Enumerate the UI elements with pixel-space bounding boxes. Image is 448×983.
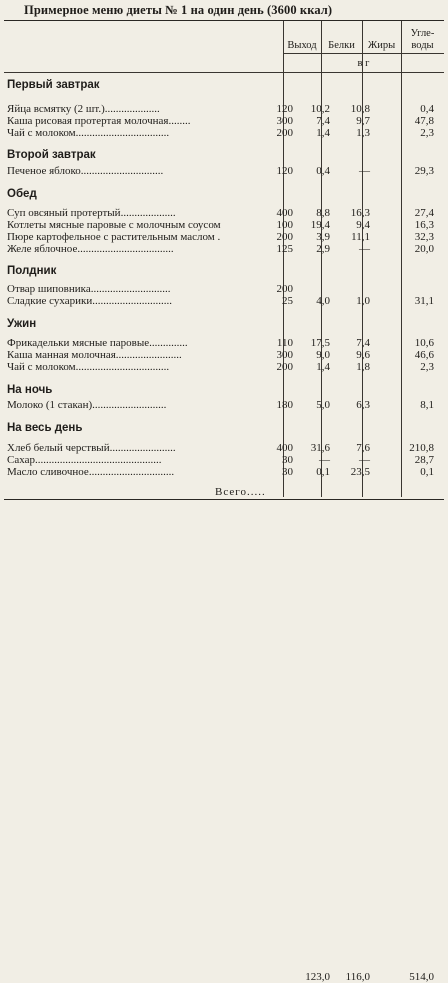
menu-row bbox=[0, 220, 448, 231]
dish-name: Чай с молоком.................................. bbox=[7, 361, 170, 373]
column-header-fat: Жиры bbox=[367, 40, 396, 51]
leader-dots: .................... bbox=[120, 207, 176, 219]
protein-value: 0,4 bbox=[316, 165, 330, 177]
yield-value: 400 bbox=[276, 442, 293, 454]
total-label: Всего..... bbox=[215, 486, 266, 498]
yield-value: 200 bbox=[276, 127, 293, 139]
total-fat: 116,0 bbox=[345, 971, 370, 983]
yield-value: 200 bbox=[276, 283, 293, 295]
menu-row bbox=[0, 455, 448, 466]
leader-dots: ........................ bbox=[109, 442, 176, 454]
carbs-value: 16,3 bbox=[414, 219, 434, 231]
fat-value: 1,0 bbox=[356, 295, 370, 307]
menu-row bbox=[0, 362, 448, 373]
column-header-carbs: Угле- воды bbox=[410, 28, 435, 51]
yield-value: 400 bbox=[276, 207, 293, 219]
carbs-value: 29,3 bbox=[414, 165, 434, 177]
carbs-value: 28,7 bbox=[414, 454, 434, 466]
yield-value: 300 bbox=[276, 115, 293, 127]
fat-value: 9,4 bbox=[356, 219, 370, 231]
menu-row bbox=[0, 166, 448, 177]
leader-dots: ............................. bbox=[92, 295, 173, 307]
protein-value: 2,9 bbox=[316, 243, 330, 255]
dish-name: Печеное яблоко.............................. bbox=[7, 165, 164, 177]
menu-row bbox=[0, 467, 448, 478]
dish-name: Каша рисовая протертая молочная........ bbox=[7, 115, 191, 127]
fat-value: 7,4 bbox=[356, 337, 370, 349]
header-rule bbox=[283, 53, 444, 54]
section-heading: Ужин bbox=[7, 318, 37, 330]
menu-row bbox=[0, 104, 448, 115]
protein-value: 10,2 bbox=[310, 103, 330, 115]
dish-name: Отвар шиповника............................. bbox=[7, 283, 171, 295]
fat-value: 9,7 bbox=[356, 115, 370, 127]
dish-name: Пюре картофельное с растительным маслом . bbox=[7, 231, 221, 243]
leader-dots: .............. bbox=[149, 337, 188, 349]
leader-dots: . bbox=[214, 231, 221, 243]
section-heading: На ночь bbox=[7, 384, 53, 396]
column-divider bbox=[283, 21, 284, 497]
fat-value: — bbox=[359, 454, 370, 466]
yield-value: 125 bbox=[276, 243, 293, 255]
section-heading: Второй завтрак bbox=[7, 149, 96, 161]
dish-name: Сладкие сухарики............................. bbox=[7, 295, 173, 307]
leader-dots: .............................................. bbox=[34, 454, 162, 466]
menu-row bbox=[0, 296, 448, 307]
section-heading: Первый завтрак bbox=[7, 79, 100, 91]
protein-value: — bbox=[319, 454, 330, 466]
carbs-value: 2,3 bbox=[420, 127, 434, 139]
fat-value: — bbox=[359, 165, 370, 177]
yield-value: 200 bbox=[276, 361, 293, 373]
fat-value: 23,5 bbox=[350, 466, 370, 478]
menu-row bbox=[0, 232, 448, 243]
dish-name: Хлеб белый черствый........................ bbox=[7, 442, 176, 454]
unit-label: в г bbox=[357, 58, 370, 69]
menu-row bbox=[0, 244, 448, 255]
yield-value: 110 bbox=[276, 337, 293, 349]
page-title: Примерное меню диеты № 1 на один день (3600 ккал) bbox=[24, 3, 333, 17]
carbs-value: 27,4 bbox=[414, 207, 434, 219]
yield-value: 120 bbox=[276, 165, 293, 177]
dish-name: Сахар.............................................. bbox=[7, 454, 162, 466]
dish-name: Масло сливочное............................... bbox=[7, 466, 175, 478]
column-divider bbox=[362, 21, 363, 497]
protein-value: 31,6 bbox=[310, 442, 330, 454]
column-divider bbox=[401, 21, 402, 497]
fat-value: 1,3 bbox=[356, 127, 370, 139]
fat-value: 9,6 bbox=[356, 349, 370, 361]
dish-name: Котлеты мясные паровые с молочным соусом bbox=[7, 219, 221, 231]
yield-value: 300 bbox=[276, 349, 293, 361]
section-heading: Обед bbox=[7, 188, 37, 200]
dish-name: Суп овсяный протертый.................... bbox=[7, 207, 176, 219]
yield-value: 30 bbox=[282, 454, 293, 466]
dish-name: Яйца всмятку (2 шт.).................... bbox=[7, 103, 160, 115]
leader-dots: ........ bbox=[168, 115, 191, 127]
column-divider bbox=[321, 21, 322, 497]
fat-value: 10,8 bbox=[350, 103, 370, 115]
carbs-value: 46,6 bbox=[414, 349, 434, 361]
carbs-value: 20,0 bbox=[414, 243, 434, 255]
fat-value: 7,6 bbox=[356, 442, 370, 454]
menu-row bbox=[0, 116, 448, 127]
yield-value: 180 bbox=[276, 399, 293, 411]
menu-row bbox=[0, 128, 448, 139]
total-row bbox=[0, 486, 448, 983]
section-heading: На весь день bbox=[7, 422, 83, 434]
protein-value: 8,8 bbox=[316, 207, 330, 219]
carbs-value: 32,3 bbox=[414, 231, 434, 243]
carbs-value: 31,1 bbox=[414, 295, 434, 307]
protein-value: 1,4 bbox=[316, 361, 330, 373]
leader-dots: ............................. bbox=[90, 283, 171, 295]
leader-dots: .................... bbox=[104, 103, 160, 115]
menu-row bbox=[0, 284, 448, 295]
leader-dots: .................................. bbox=[75, 127, 170, 139]
section-heading: Полдник bbox=[7, 265, 57, 277]
leader-dots: .............................. bbox=[80, 165, 164, 177]
dish-name: Молоко (1 стакан)........................... bbox=[7, 399, 167, 411]
fat-value: 6,3 bbox=[356, 399, 370, 411]
dish-name: Желе яблочное................................... bbox=[7, 243, 174, 255]
yield-value: 30 bbox=[282, 466, 293, 478]
protein-value: 1,4 bbox=[316, 127, 330, 139]
dish-name: Чай с молоком.................................. bbox=[7, 127, 170, 139]
carbs-value: 210,8 bbox=[409, 442, 434, 454]
yield-value: 120 bbox=[276, 103, 293, 115]
protein-value: 17,5 bbox=[310, 337, 330, 349]
carbs-value: 47,8 bbox=[414, 115, 434, 127]
menu-row bbox=[0, 338, 448, 349]
leader-dots: ........................ bbox=[115, 349, 182, 361]
protein-value: 4,0 bbox=[316, 295, 330, 307]
total-carbs: 514,0 bbox=[409, 971, 434, 983]
carbs-value: 0,4 bbox=[420, 103, 434, 115]
yield-value: 100 bbox=[276, 219, 293, 231]
carbs-value: 2,3 bbox=[420, 361, 434, 373]
carbs-value: 10,6 bbox=[414, 337, 434, 349]
carbs-value: 8,1 bbox=[420, 399, 434, 411]
protein-value: 19,4 bbox=[310, 219, 330, 231]
leader-dots: ............................... bbox=[88, 466, 175, 478]
fat-value: 11,1 bbox=[351, 231, 370, 243]
dish-name: Каша манная молочная........................ bbox=[7, 349, 182, 361]
header-bottom-rule bbox=[4, 72, 444, 73]
protein-value: 3,9 bbox=[316, 231, 330, 243]
column-header-protein: Белки bbox=[328, 40, 355, 51]
leader-dots: .................................. bbox=[75, 361, 170, 373]
fat-value: 16,3 bbox=[350, 207, 370, 219]
leader-dots: ................................... bbox=[77, 243, 174, 255]
menu-row bbox=[0, 208, 448, 219]
menu-row bbox=[0, 350, 448, 361]
menu-row bbox=[0, 400, 448, 411]
fat-value: 1,8 bbox=[356, 361, 370, 373]
protein-value: 0,1 bbox=[316, 466, 330, 478]
dish-name: Фрикадельки мясные паровые.............. bbox=[7, 337, 188, 349]
protein-value: 5,0 bbox=[316, 399, 330, 411]
yield-value: 25 bbox=[282, 295, 293, 307]
total-protein: 123,0 bbox=[305, 971, 330, 983]
menu-row bbox=[0, 443, 448, 454]
protein-value: 9,0 bbox=[316, 349, 330, 361]
yield-value: 200 bbox=[276, 231, 293, 243]
fat-value: — bbox=[359, 243, 370, 255]
protein-value: 7,4 bbox=[316, 115, 330, 127]
carbs-value: 0,1 bbox=[420, 466, 434, 478]
leader-dots: ........................... bbox=[92, 399, 167, 411]
column-header-yield: Выход bbox=[287, 40, 317, 51]
